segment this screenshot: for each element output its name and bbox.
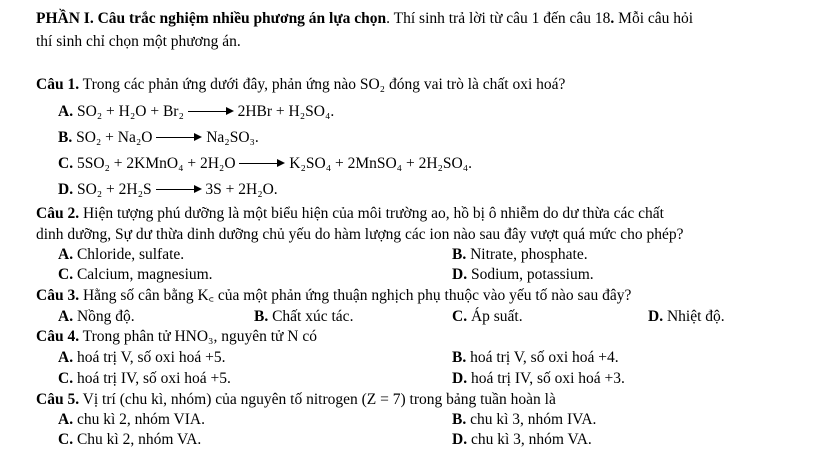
- products: 2HBr + H₂SO₄.: [237, 103, 335, 120]
- option-text: Chu kì 2, nhóm VA.: [73, 431, 202, 448]
- option-text: hoá trị IV, số oxi hoá +3.: [467, 370, 625, 387]
- option-text: Nhiệt độ.: [663, 308, 725, 325]
- question-3-option-d[interactable]: [648, 308, 725, 326]
- part-heading-rest: . Thí sinh trả lời từ câu 1 đến câu 18: [386, 10, 611, 27]
- question-2-text-1: Hiện tượng phú dưỡng là một biểu hiện của môi trường ao, hồ bị ô nhiễm do dư thừa các chất: [79, 205, 664, 222]
- option-label: A.: [58, 349, 74, 366]
- reaction-arrow-icon: [188, 107, 234, 117]
- option-text: hoá trị IV, số oxi hoá +5.: [73, 370, 231, 387]
- question-2-label: Câu 2.: [36, 205, 80, 222]
- part-heading-line2: thí sinh chỉ chọn một phương án.: [36, 33, 241, 50]
- question-1-option-c[interactable]: [58, 155, 472, 173]
- option-label: A.: [58, 308, 74, 325]
- question-4: [36, 328, 317, 346]
- option-text: Calcium, magnesium.: [73, 266, 213, 283]
- question-1-option-d[interactable]: [58, 181, 278, 199]
- option-label: C.: [452, 308, 468, 325]
- option-text: Áp suất.: [467, 308, 523, 325]
- question-5-option-d[interactable]: [452, 431, 592, 449]
- question-5-text: Vị trí (chu kì, nhóm) của nguyên tố nitrogen (Z = 7) trong bảng tuần hoàn là: [79, 391, 556, 408]
- option-text: Chất xúc tác.: [268, 308, 354, 325]
- question-5-label: Câu 5.: [36, 391, 80, 408]
- option-text: hoá trị V, số oxi hoá +5.: [73, 349, 226, 366]
- products: K₂SO₄ + 2MnSO₄ + 2H₂SO₄.: [289, 155, 473, 172]
- question-2: [36, 205, 664, 223]
- option-label: B.: [58, 129, 73, 146]
- question-3-text: Hằng số cân bằng K꜀ của một phản ứng thuận nghịch phụ thuộc vào yếu tố nào sau đây?: [79, 287, 632, 304]
- question-5-option-c[interactable]: [58, 431, 201, 449]
- option-text: chu kì 3, nhóm IVA.: [466, 411, 597, 428]
- question-4-label: Câu 4.: [36, 328, 80, 345]
- option-label: C.: [58, 370, 74, 387]
- option-text: Chloride, sulfate.: [73, 246, 185, 263]
- question-3-option-c[interactable]: [452, 308, 523, 326]
- option-text: chu kì 3, nhóm VA.: [467, 431, 592, 448]
- option-text: Nitrate, phosphate.: [466, 246, 588, 263]
- option-label: A.: [58, 246, 74, 263]
- question-3-option-b[interactable]: [254, 308, 353, 326]
- option-label: A.: [58, 103, 74, 120]
- option-text: hoá trị V, số oxi hoá +4.: [466, 349, 619, 366]
- question-4-text: Trong phân tử HNO₃, nguyên tử N có: [79, 328, 317, 345]
- question-5: [36, 391, 556, 409]
- question-4-option-c[interactable]: [58, 370, 231, 388]
- question-3-label: Câu 3.: [36, 287, 80, 304]
- question-3-option-a[interactable]: [58, 308, 135, 326]
- option-label: C.: [58, 431, 74, 448]
- option-label: C.: [58, 155, 74, 172]
- part-heading-bold2: .: [610, 10, 615, 27]
- reaction-arrow-icon: [156, 185, 202, 195]
- question-2-option-a[interactable]: [58, 246, 184, 264]
- question-2-option-d[interactable]: [452, 266, 594, 284]
- products: 3S + 2H₂O.: [205, 181, 278, 198]
- option-label: D.: [452, 266, 468, 283]
- question-5-option-a[interactable]: [58, 411, 205, 429]
- part-heading-rest2: Mỗi câu hỏi: [614, 10, 694, 27]
- question-2-text-2: dinh dưỡng, Sự dư thừa dinh dưỡng chủ yếu do hàm lượng các ion nào sau đây vượt quá mức cho phép?: [36, 226, 684, 243]
- option-label: D.: [648, 308, 664, 325]
- option-label: C.: [58, 266, 74, 283]
- option-label: B.: [254, 308, 269, 325]
- option-label: D.: [452, 431, 468, 448]
- reactants: SO₂ + H₂O + Br₂: [76, 103, 184, 120]
- question-1-label: Câu 1.: [36, 76, 80, 93]
- reaction-arrow-icon: [239, 159, 285, 169]
- reactants: SO₂ + 2H₂S: [76, 181, 152, 198]
- option-label: B.: [452, 411, 467, 428]
- question-5-option-b[interactable]: [452, 411, 596, 429]
- option-text: chu kì 2, nhóm VIA.: [73, 411, 205, 428]
- option-text: Nồng độ.: [73, 308, 135, 325]
- option-label: B.: [452, 349, 467, 366]
- question-3: [36, 287, 631, 305]
- question-2-option-b[interactable]: [452, 246, 588, 264]
- question-1: [36, 76, 565, 94]
- question-1-option-b[interactable]: [58, 129, 259, 147]
- part-heading-bold: PHẦN I. Câu trắc nghiệm nhiều phương án lựa chọn: [36, 10, 387, 27]
- question-4-option-a[interactable]: [58, 349, 225, 367]
- products: Na₂SO₃.: [206, 129, 259, 146]
- question-4-option-d[interactable]: [452, 370, 625, 388]
- reactants: SO₂ + Na₂O: [76, 129, 153, 146]
- reaction-arrow-icon: [156, 133, 202, 143]
- option-label: D.: [452, 370, 468, 387]
- question-2-option-c[interactable]: [58, 266, 213, 284]
- question-1-text: Trong các phản ứng dưới đây, phản ứng nào SO₂ đóng vai trò là chất oxi hoá?: [79, 76, 566, 93]
- question-1-option-a[interactable]: [58, 103, 334, 121]
- reactants: 5SO₂ + 2KMnO₄ + 2H₂O: [76, 155, 236, 172]
- option-text: Sodium, potassium.: [467, 266, 594, 283]
- option-label: B.: [452, 246, 467, 263]
- part-heading: [36, 10, 693, 28]
- option-label: D.: [58, 181, 74, 198]
- option-label: A.: [58, 411, 74, 428]
- question-4-option-b[interactable]: [452, 349, 619, 367]
